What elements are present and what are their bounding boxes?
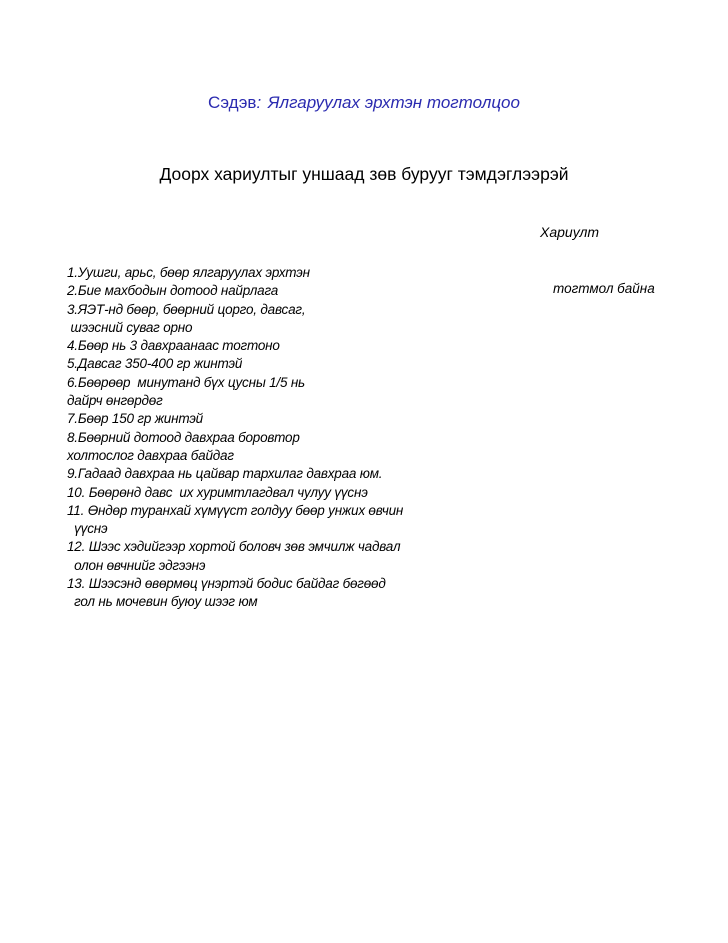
- question-line: 8.Бөөрний дотоод давхраа боровтор: [67, 429, 300, 445]
- title-topic: Ялгаруулах эрхтэн тогтолцоо: [267, 93, 520, 112]
- question-line: 3.ЯЭТ-нд бөөр, бөөрний цорго, давсаг,: [67, 301, 306, 317]
- answer-note: тогтмол байна: [553, 281, 655, 296]
- question-line: 9.Гадаад давхраа нь цайвар тархилаг давхраа юм.: [67, 466, 383, 482]
- question-line: 10. Бөөрөнд давс их хуримтлагдвал чулуу үүснэ: [67, 484, 368, 500]
- question-line: 7.Бөөр 150 гр жинтэй: [67, 411, 203, 427]
- title-prefix: Сэдэв: [208, 93, 257, 112]
- question-line: 12. Шээс хэдийгээр хортой боловч зөв эмчилж чадвал: [67, 539, 401, 555]
- question-line: олон өвчнийг эдгээнэ: [67, 557, 206, 573]
- question-line: гол нь мочевин буюу шээг юм: [67, 594, 258, 610]
- question-line: 5.Давсаг 350-400 гр жинтэй: [67, 356, 243, 372]
- question-line: 4.Бөөр нь 3 давхраанаас тогтоно: [67, 338, 280, 354]
- question-line: 6.Бөөрөөр минутанд бүх цусны 1/5 нь: [67, 374, 305, 390]
- question-line: 11. Өндөр туранхай хүмүүст голдуу бөөр унжих өвчин: [67, 502, 404, 518]
- answer-column-header: Хариулт: [540, 224, 600, 240]
- question-line: холтослог давхраа байдаг: [67, 447, 234, 463]
- title-separator: :: [256, 93, 262, 112]
- question-line: 2.Бие махбодын дотоод найрлага: [67, 283, 279, 299]
- page-title: [0, 93, 728, 113]
- question-line: 1.Уушги, арьс, бөөр ялгаруулах эрхтэн: [67, 265, 310, 280]
- question-list: [67, 264, 403, 612]
- question-line: үүснэ: [67, 521, 108, 537]
- question-line: шээсний суваг орно: [67, 319, 193, 335]
- instruction-text: Доорх хариултыг уншаад зөв бурууг тэмдэглээрэй: [159, 164, 569, 184]
- question-line: 13. Шээсэнд өвөрмөц үнэртэй бодис байдаг бөгөөд: [67, 576, 386, 592]
- question-line: дайрч өнгөрдөг: [67, 393, 163, 409]
